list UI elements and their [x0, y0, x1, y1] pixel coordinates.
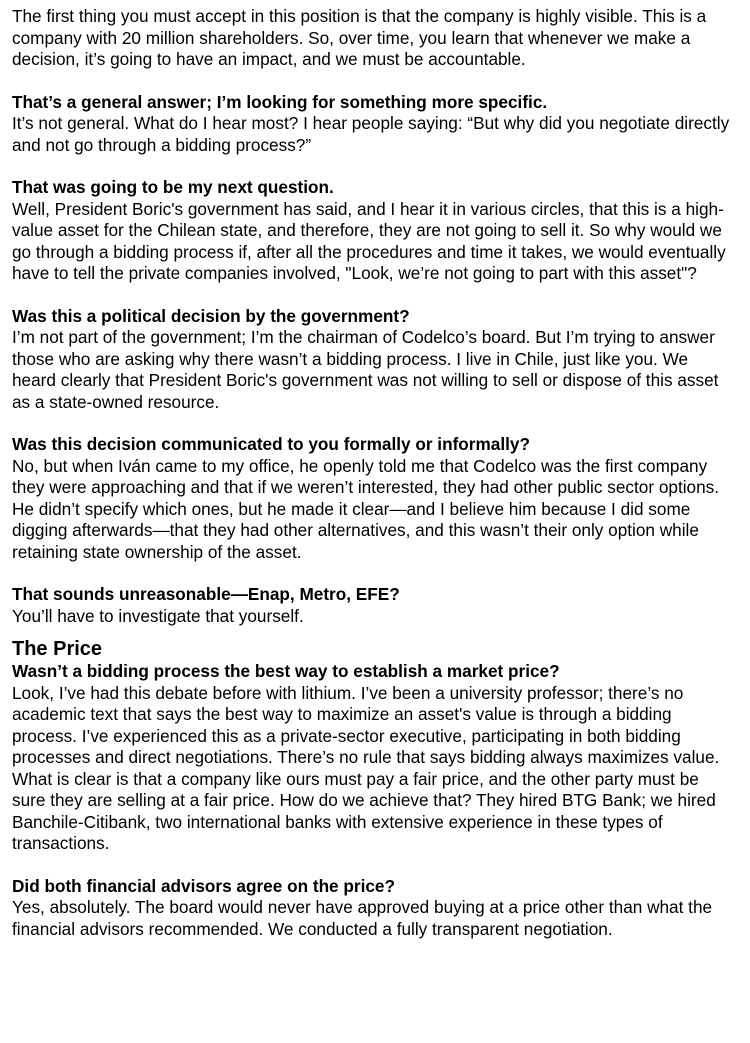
answer: Well, President Boric's government has said, and I hear it in various circles, that this is a high-value asset for the Chilean state, and therefore, they are not going to sell it. So why would we go through a bidding process if, after all the procedures and time it takes, we would eventually have to tell the private companies involved, "Look, we’re not going to part with this asset"?: [12, 198, 726, 283]
question: Wasn’t a bidding process the best way to establish a market price?: [12, 661, 560, 681]
question: That was going to be my next question.: [12, 177, 334, 197]
answer: No, but when Iván came to my office, he openly told me that Codelco was the first company they were approaching and that if we weren’t interested, they had other public sector options. He didn’t specify which ones, but he made it clear—and I believe him because I did some digging afterwards—that they had other alternatives, and this wasn’t their only option while retaining state ownership of the asset.: [12, 455, 720, 562]
answer-continued: What is clear is that a company like ours must pay a fair price, and the other party must be sure they are selling at a fair price. How do we achieve that? They hired BTG Bank; we hired Banchile-Citibank, two international banks with extensive experience in these types of transactions.: [12, 768, 716, 853]
qa-block-1: [12, 92, 736, 157]
answer: You’ll have to investigate that yourself.: [12, 605, 304, 626]
question: Was this decision communicated to you formally or informally?: [12, 434, 530, 454]
question: Did both financial advisors agree on the price?: [12, 875, 395, 896]
answer: Look, I’ve had this debate before with lithium. I’ve been a university professor; there’s no academic text that says the best way to maximize an asset's value is through a bidding process. I’ve experienced this as a private-sector executive, participating in both bidding processes and direct negotiations. There’s no rule that says bidding always maximizes value.: [12, 682, 720, 767]
price-qa-block-2: [12, 876, 736, 941]
qa-block-4: [12, 434, 736, 563]
intro-block: [12, 6, 736, 71]
price-qa-block-1: [12, 661, 736, 855]
qa-block-3: [12, 306, 736, 414]
qa-block-5: [12, 584, 736, 627]
section-heading: The Price: [12, 638, 103, 660]
answer: I’m not part of the government; I’m the chairman of Codelco’s board. But I’m trying to answer those who are asking why there wasn’t a bidding process. I live in Chile, just like you. We heard clearly that President Boric's government was not willing to sell or dispose of this asset as a state-owned resource.: [12, 327, 719, 412]
answer: Yes, absolutely. The board would never have approved buying at a price other than what the financial advisors recommended. We conducted a fully transparent negotiation.: [12, 897, 713, 939]
question: That’s a general answer; I’m looking for something more specific.: [12, 91, 548, 112]
intro-paragraph: The first thing you must accept in this position is that the company is highly visible. This is a company with 20 million shareholders. So, over time, you learn that whenever we make a decision, it’s going to have an impact, and we must be accountable.: [12, 6, 707, 69]
qa-block-2: [12, 177, 736, 285]
question: Was this a political decision by the government?: [12, 305, 410, 326]
question: That sounds unreasonable—Enap, Metro, EFE?: [12, 584, 400, 604]
answer: It’s not general. What do I hear most? I hear people saying: “But why did you negotiate directly and not go through a bidding process?”: [12, 113, 730, 155]
